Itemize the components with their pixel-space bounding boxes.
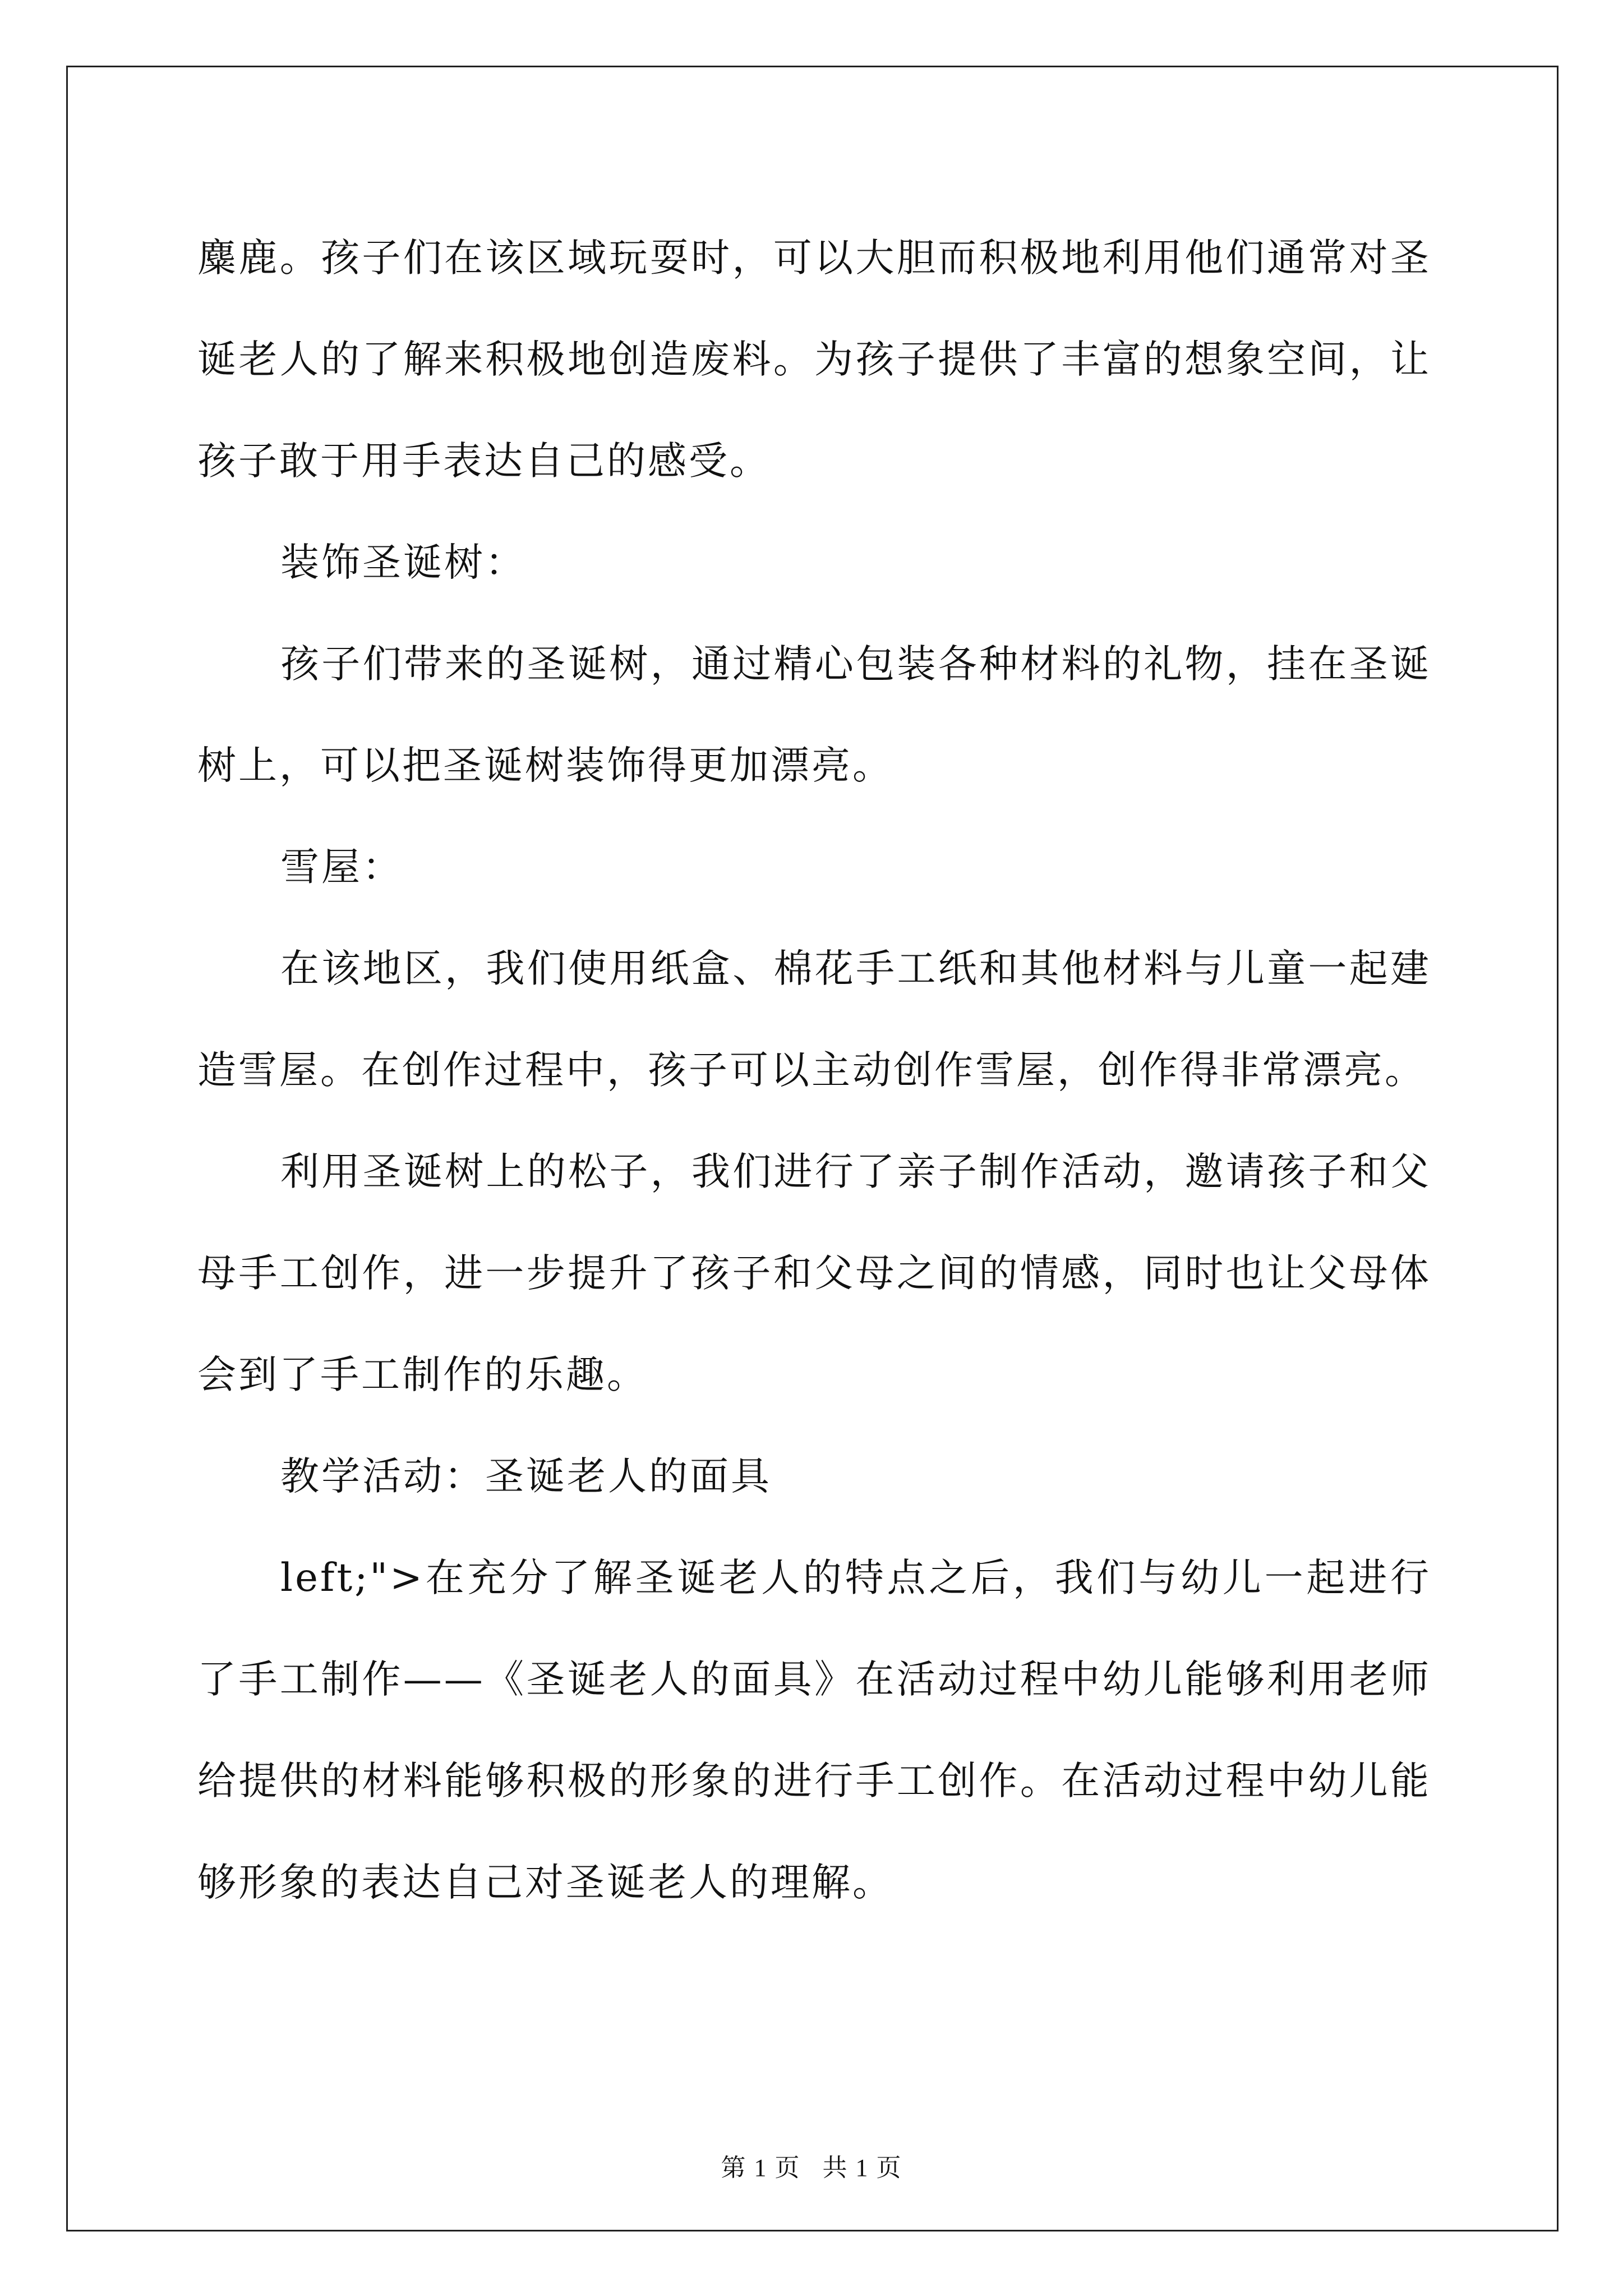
paragraph-decorate-tree: 孩子们带来的圣诞树，通过精心包装各种材料的礼物，挂在圣诞树上，可以把圣诞树装饰得更加漂亮。: [197, 642, 1431, 788]
paragraph-santa-mask: left;">在充分了解圣诞老人的特点之后，我们与幼儿一起进行了手工制作——《圣诞老人的面具》在活动过程中幼儿能够利用老师给提供的材料能够积极的形象的进行手工创作。在活动过程中幼儿能够形象的表达自己对圣诞老人的理解。: [197, 1556, 1431, 1905]
paragraph-intro: 麋鹿。孩子们在该区域玩耍时，可以大胆而积极地利用他们通常对圣诞老人的了解来积极地创造废料。为孩子提供了丰富的想象空间，让孩子敢于用手表达自己的感受。: [197, 236, 1431, 484]
heading-snow-house: 雪屋：: [280, 845, 403, 890]
page-footer: [0, 2147, 1623, 2183]
heading-decorate-tree: 装饰圣诞树：: [280, 540, 526, 585]
paragraph-snow-house: 在该地区，我们使用纸盒、棉花手工纸和其他材料与儿童一起建造雪屋。在创作过程中，孩子可以主动创作雪屋，创作得非常漂亮。: [197, 946, 1431, 1093]
document-body: [197, 208, 1431, 1934]
paragraph-parent-child-activity: 利用圣诞树上的松子，我们进行了亲子制作活动，邀请孩子和父母手工创作，进一步提升了孩子和父母之间的情感，同时也让父母体会到了手工制作的乐趣。: [197, 1149, 1431, 1397]
page-number-label: 第 1 页 共 1 页: [721, 2154, 902, 2182]
heading-teaching-activity: 教学活动：圣诞老人的面具: [280, 1454, 772, 1499]
